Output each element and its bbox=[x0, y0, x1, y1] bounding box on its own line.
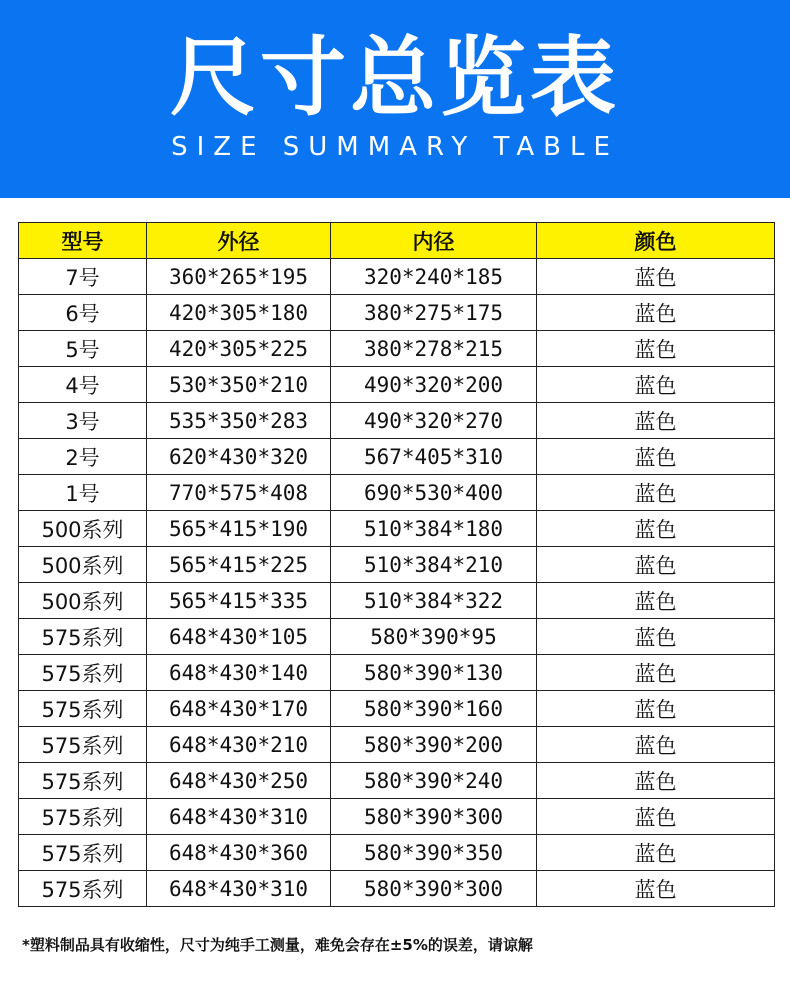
page-subtitle: SIZE SUMMARY TABLE bbox=[171, 132, 619, 162]
cell-color: 蓝色 bbox=[537, 691, 775, 727]
cell-inner-size: 510*384*322 bbox=[331, 583, 537, 619]
cell-inner-size: 580*390*300 bbox=[331, 871, 537, 907]
cell-model: 1号 bbox=[19, 475, 147, 511]
cell-color: 蓝色 bbox=[537, 403, 775, 439]
cell-inner-size: 580*390*200 bbox=[331, 727, 537, 763]
cell-outer-size: 420*305*225 bbox=[147, 331, 331, 367]
cell-inner-size: 510*384*180 bbox=[331, 511, 537, 547]
cell-color: 蓝色 bbox=[537, 439, 775, 475]
header-banner bbox=[0, 0, 790, 198]
cell-outer-size: 648*430*360 bbox=[147, 835, 331, 871]
cell-model: 575系列 bbox=[19, 835, 147, 871]
cell-color: 蓝色 bbox=[537, 331, 775, 367]
table-row bbox=[19, 331, 775, 367]
cell-inner-size: 580*390*350 bbox=[331, 835, 537, 871]
cell-outer-size: 648*430*210 bbox=[147, 727, 331, 763]
cell-inner-size: 580*390*240 bbox=[331, 763, 537, 799]
cell-model: 575系列 bbox=[19, 799, 147, 835]
cell-outer-size: 620*430*320 bbox=[147, 439, 331, 475]
cell-model: 575系列 bbox=[19, 727, 147, 763]
cell-model: 7号 bbox=[19, 259, 147, 295]
cell-model: 500系列 bbox=[19, 547, 147, 583]
cell-inner-size: 580*390*130 bbox=[331, 655, 537, 691]
cell-color: 蓝色 bbox=[537, 799, 775, 835]
cell-color: 蓝色 bbox=[537, 583, 775, 619]
cell-inner-size: 580*390*300 bbox=[331, 799, 537, 835]
cell-inner-size: 380*275*175 bbox=[331, 295, 537, 331]
cell-model: 2号 bbox=[19, 439, 147, 475]
cell-color: 蓝色 bbox=[537, 655, 775, 691]
cell-color: 蓝色 bbox=[537, 763, 775, 799]
table-row bbox=[19, 403, 775, 439]
cell-inner-size: 490*320*200 bbox=[331, 367, 537, 403]
table-row bbox=[19, 763, 775, 799]
table-row bbox=[19, 547, 775, 583]
cell-model: 575系列 bbox=[19, 619, 147, 655]
cell-color: 蓝色 bbox=[537, 619, 775, 655]
column-header-color: 颜色 bbox=[537, 223, 775, 259]
cell-model: 5号 bbox=[19, 331, 147, 367]
cell-color: 蓝色 bbox=[537, 727, 775, 763]
cell-model: 3号 bbox=[19, 403, 147, 439]
cell-inner-size: 580*390*160 bbox=[331, 691, 537, 727]
cell-outer-size: 648*430*310 bbox=[147, 799, 331, 835]
column-header-model: 型号 bbox=[19, 223, 147, 259]
cell-inner-size: 580*390*95 bbox=[331, 619, 537, 655]
cell-outer-size: 530*350*210 bbox=[147, 367, 331, 403]
cell-outer-size: 565*415*190 bbox=[147, 511, 331, 547]
cell-color: 蓝色 bbox=[537, 475, 775, 511]
cell-color: 蓝色 bbox=[537, 547, 775, 583]
table-row bbox=[19, 295, 775, 331]
column-header-outer-size: 外径 bbox=[147, 223, 331, 259]
cell-inner-size: 380*278*215 bbox=[331, 331, 537, 367]
cell-inner-size: 567*405*310 bbox=[331, 439, 537, 475]
cell-outer-size: 770*575*408 bbox=[147, 475, 331, 511]
cell-model: 575系列 bbox=[19, 763, 147, 799]
table-row bbox=[19, 655, 775, 691]
table-row bbox=[19, 475, 775, 511]
cell-outer-size: 648*430*310 bbox=[147, 871, 331, 907]
table-row bbox=[19, 799, 775, 835]
cell-model: 4号 bbox=[19, 367, 147, 403]
cell-outer-size: 648*430*170 bbox=[147, 691, 331, 727]
table-row bbox=[19, 619, 775, 655]
table-row bbox=[19, 835, 775, 871]
cell-outer-size: 648*430*105 bbox=[147, 619, 331, 655]
cell-inner-size: 320*240*185 bbox=[331, 259, 537, 295]
size-table bbox=[18, 222, 775, 907]
footer-note: *塑料制品具有收缩性，尺寸为纯手工测量，难免会存在±5%的误差，请谅解 bbox=[22, 936, 533, 954]
page-title: 尺寸总览表 bbox=[170, 28, 620, 128]
cell-outer-size: 535*350*283 bbox=[147, 403, 331, 439]
cell-outer-size: 565*415*335 bbox=[147, 583, 331, 619]
cell-outer-size: 648*430*250 bbox=[147, 763, 331, 799]
table-header-row bbox=[19, 223, 775, 259]
cell-model: 500系列 bbox=[19, 583, 147, 619]
cell-color: 蓝色 bbox=[537, 871, 775, 907]
cell-inner-size: 490*320*270 bbox=[331, 403, 537, 439]
cell-outer-size: 420*305*180 bbox=[147, 295, 331, 331]
cell-model: 6号 bbox=[19, 295, 147, 331]
cell-color: 蓝色 bbox=[537, 511, 775, 547]
table-row bbox=[19, 511, 775, 547]
table-row bbox=[19, 367, 775, 403]
cell-color: 蓝色 bbox=[537, 295, 775, 331]
cell-inner-size: 510*384*210 bbox=[331, 547, 537, 583]
cell-model: 575系列 bbox=[19, 655, 147, 691]
table-row bbox=[19, 259, 775, 295]
table-row bbox=[19, 439, 775, 475]
cell-model: 575系列 bbox=[19, 871, 147, 907]
table-row bbox=[19, 871, 775, 907]
cell-outer-size: 648*430*140 bbox=[147, 655, 331, 691]
cell-outer-size: 565*415*225 bbox=[147, 547, 331, 583]
table-row bbox=[19, 727, 775, 763]
table-row bbox=[19, 583, 775, 619]
column-header-inner-size: 内径 bbox=[331, 223, 537, 259]
cell-color: 蓝色 bbox=[537, 259, 775, 295]
cell-color: 蓝色 bbox=[537, 835, 775, 871]
cell-outer-size: 360*265*195 bbox=[147, 259, 331, 295]
cell-model: 575系列 bbox=[19, 691, 147, 727]
cell-model: 500系列 bbox=[19, 511, 147, 547]
table-row bbox=[19, 691, 775, 727]
cell-color: 蓝色 bbox=[537, 367, 775, 403]
cell-inner-size: 690*530*400 bbox=[331, 475, 537, 511]
